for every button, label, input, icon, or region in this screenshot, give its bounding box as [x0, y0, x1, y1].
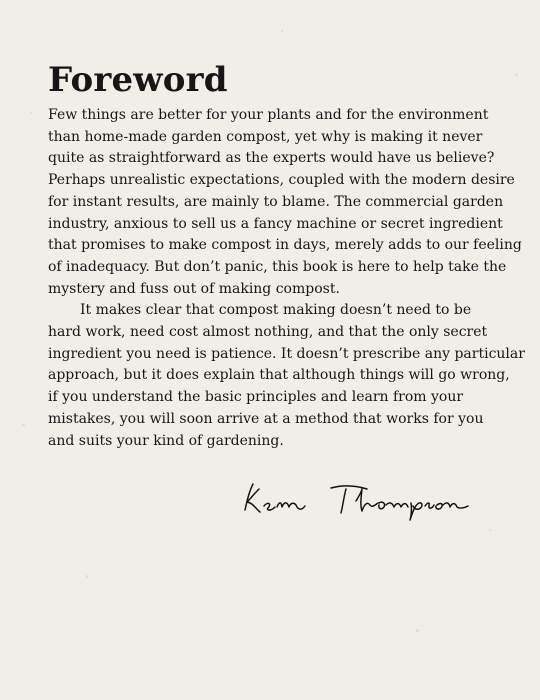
- page-title: Foreword: [48, 60, 228, 100]
- paper-texture-speck: [489, 529, 491, 531]
- paragraph-line: and suits your kind of gardening.: [48, 432, 284, 449]
- paragraph-line: mistakes, you will soon arrive at a method that works for you: [48, 410, 484, 427]
- signature-svg: [235, 474, 480, 522]
- paper-texture-speck: [22, 424, 25, 426]
- paragraph-line: Few things are better for your plants and for the environment: [48, 107, 489, 123]
- paper-texture-speck: [416, 629, 419, 632]
- paragraph-line: of inadequacy. But don’t panic, this book is here to help take the: [48, 258, 507, 275]
- paragraph-line: It makes clear that compost making doesn’t need to be: [80, 302, 472, 319]
- paragraph-line: approach, but it does explain that although things will go wrong,: [48, 367, 510, 384]
- paragraph-line: mystery and fuss out of making compost.: [48, 280, 340, 297]
- paper-texture-speck: [30, 112, 32, 114]
- paragraph-line: if you understand the basic principles and learn from your: [48, 389, 464, 406]
- paragraph-line: quite as straightforward as the experts would have us believe?: [48, 150, 495, 167]
- paragraph-1: [48, 105, 522, 300]
- paragraph-line: hard work, need cost almost nothing, and that the only secret: [48, 324, 488, 341]
- paper-texture-speck: [86, 575, 88, 578]
- paragraph-line: for instant results, are mainly to blame. The commercial garden: [48, 193, 504, 210]
- paragraph-line: Perhaps unrealistic expectations, coupled with the modern desire: [48, 172, 515, 189]
- foreword-page: [48, 60, 525, 452]
- paragraph-line: than home-made garden compost, yet why is making it never: [48, 128, 483, 145]
- paper-texture-speck: [281, 30, 283, 32]
- author-signature: [235, 474, 480, 522]
- paragraph-line: ingredient you need is patience. It doesn’t prescribe any particular: [48, 345, 525, 362]
- paper-texture-speck: [515, 74, 518, 76]
- paragraph-2: [48, 300, 525, 452]
- paragraph-line: industry, anxious to sell us a fancy machine or secret ingredient: [48, 215, 503, 232]
- paragraph-line: that promises to make compost in days, merely adds to our feeling: [48, 237, 522, 254]
